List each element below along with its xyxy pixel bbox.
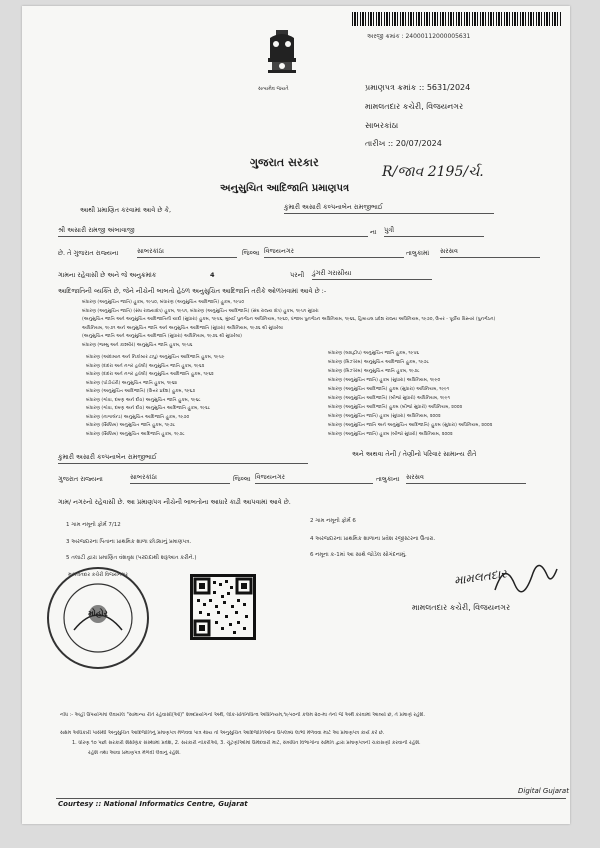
state-text: છે. તે ગુજરાત રાજ્યના bbox=[58, 249, 119, 257]
order-right-item: બંધારણ (મિઝોરમ) અનુસુચિત આદિજાતિ હુકમ, ૧૯૭૮ bbox=[328, 360, 430, 365]
state-text-2: ગુજરાત રાજ્યના bbox=[58, 475, 103, 483]
date-label: તારીખ bbox=[365, 139, 386, 148]
courtesy-text: Courtesy :: National Informatics Centre, Gujarat bbox=[58, 800, 248, 808]
order-top-item: બંધારણ (અનુસુચિત જાતિ) હુકમ, ૧૯૫૦, બંધારણ (અનુસુચિત આદિજાતિ) હુકમ, ૧૯૫૦ bbox=[82, 300, 245, 305]
certificate-number: :: 5631/2024 bbox=[418, 83, 471, 92]
order-right-item: બંધારણ (અનુસુચિત જાતિ) હુકમ (સુધારા) અધિનિયમ, ૧૯૯૦ bbox=[328, 378, 441, 383]
applicant-name-2: કુમારી અસારી કલ્પનાબેન રામજીભાઈ bbox=[58, 453, 308, 464]
jilla-label: જિલ્લા bbox=[242, 249, 260, 257]
taluka-label: તાલુકામાં bbox=[406, 249, 430, 257]
district-value-2: સાબરકાંઠા bbox=[130, 473, 230, 484]
order-left-item: બંધારણ (સિક્કિમ) અનુસુચિત જાતિ હુકમ, ૧૯૭૮ bbox=[86, 423, 176, 428]
handwritten-reference: R/જાવ 2195/ર્ચ. bbox=[382, 164, 484, 180]
order-left-item: બંધારણ (સિક્કિમ) અનુસુચિત આદિજાતિ હુકમ, ૧૯૭૮ bbox=[86, 431, 185, 437]
certify-text: આથી પ્રમાણિત કરવામાં આવે છે કે, bbox=[80, 206, 172, 214]
order-right-item: બંધારણ (અનુસુચિત જાતિ) હુકમ (સુધારા) અધિનિયમ, ૨૦૦૨ bbox=[328, 414, 441, 419]
certificate-number-label: પ્રમાણપત્ર ક્રમાંક bbox=[365, 83, 417, 92]
order-left-item: બંધારણ (અનુસુચિત આદિજાતિ) (ઉત્તર પ્રદેશ) હુકમ, ૧૯૬૭ bbox=[86, 389, 196, 394]
order-top-item: અધિનિયમ, ૧૯૭૧ અને અનુસુચિત જાતિ અને અનુસુચિત આદિજાતિ (સુધારા) અધિનિયમ, ૧૯૭૬ થી સુધારેલા bbox=[82, 325, 283, 331]
jilla-value: વિજયનગર bbox=[264, 247, 404, 258]
order-right-item: બંધારણ (અનુસુચિત જાતિ) હુકમ (બીજો સુધારો) અધિનિયમ, ૨૦૦૨ bbox=[328, 432, 453, 437]
footnote-3: 1. ધોરણ ૧૦ પછી સરકારી શૈક્ષણિક સંસ્થામાં પ્રવેશ, 2. સરકારી નોકરીઓ, 3. ચૂંટણીઓમાં ઉમેદવારી માટે, સંબંધિત વિભાગોના સમિતિ દ્વારા પ્રમાણપત્રની ચકાસણી કરવાની રહેશે. bbox=[72, 740, 421, 746]
office-seal bbox=[44, 564, 152, 672]
relation-label: ના bbox=[370, 228, 377, 236]
village-text: ગામના રહેવાસી છે અને જે અનુક્રમાંક bbox=[58, 271, 157, 279]
footnote-2: સક્ષમ અધિકારી પાસેથી અનુસુચિત આદિજાતિનું પ્રમાણપત્ર મેળવવા પાત્ર થાય તો અનુસુચિત આદિજાતિઓના ઉપલબ્ધ લાભો મેળવવા માટે આ પ્રમાણપત્ર કાર્ય કરે છે. bbox=[60, 730, 385, 736]
government-title: ગુજરાત સરકાર bbox=[250, 156, 319, 169]
office-name: મામલતદાર કચેરી, વિજયનગર bbox=[365, 102, 464, 111]
serial-number: 4 bbox=[210, 271, 215, 279]
certificate-number-row bbox=[365, 83, 470, 93]
barcode bbox=[352, 12, 562, 34]
doc-item-3: 3 અરજદારના પિતાના પ્રાથમિક શાળા છોડ્યાનું પ્રમાણપત્ર. bbox=[66, 539, 192, 545]
order-right-item: બંધારણ (અનુસુચિત આદિજાતિ) હુકમ (સુધારા) અધિનિયમ, ૧૯૯૧ bbox=[328, 387, 450, 392]
taluka-value-2: સરસવ bbox=[406, 473, 526, 484]
doc-item-5: 5 તલાટી દ્વારા પ્રમાણિત વંશવૃક્ષ (પરદાદાથી શરૂઆત કરીને.) bbox=[66, 555, 197, 561]
order-left-item: બંધારણ (દાદરા અને નગર હવેલી) અનુસુચિત આદિજાતિ હુકમ, ૧૯૬૨ bbox=[86, 372, 214, 377]
basis-text: ગામ/ નગરનો રહેવાસી છે. આ પ્રમાણપત્ર નીચેની બાબતોના આધારે કાઢી આપવામાં આવે છે. bbox=[58, 498, 291, 506]
order-top-item: બંધારણ (જમ્મુ અને કાશ્મીર) અનુસુચિત જાતિ હુકમ, ૧૯૫૬ bbox=[82, 342, 193, 348]
signature-scribble bbox=[490, 560, 560, 600]
certificate-page bbox=[22, 6, 570, 824]
footer-bar bbox=[56, 798, 566, 799]
father-name: શ્રી અસારી રામજી અંબાવાજી bbox=[58, 226, 368, 237]
order-top-item: (અનુસુચિત જાતિ અને અનુસુચિત આદિજાતિ (સુધારા) અધિનિયમ, ૧૯૭૬ થી સુધારેલા) bbox=[82, 334, 242, 339]
family-text: અને અથવા તેની / તેણીનો પરિવાર સામાન્ય રીતે bbox=[352, 450, 477, 458]
tribe-name: ડુંગરી ગરાસીયા bbox=[312, 269, 432, 280]
office-district: સાબરકાંઠા bbox=[365, 121, 399, 130]
seal-center: મોહોર bbox=[88, 609, 108, 618]
order-right-item: બંધારણ (અનુસુચિત આદિજાતિ) (બીજો સુધારો) અધિનિયમ, ૧૯૯૧ bbox=[328, 396, 450, 401]
order-left-item: બંધારણ (નાગાલેન્ડ) અનુસુચિત આદિજાતિ હુકમ, ૧૯૭૦ bbox=[86, 414, 190, 420]
emblem-icon bbox=[254, 28, 310, 90]
order-top-item: (અનુસુચિત જાતિ અને અનુસુચિત આદિજાતિની યાદી (સુધારા) હુકમ, ૧૯૫૬, મુંબઈ પુનર્ગઠન અધિનિયમ, ૧૯૬૦, પંજાબ પુનર્ગઠન અધિનિયમ, ૧૯૬૬, હિમાચલ પ્રદેશ રાજ્ય અધિનિયમ, ૧૯૭૦, ઉત્તર - પૂર્વીય વિસ્તાર (પુનર્ગઠન) bbox=[82, 317, 496, 322]
parali-label: પરની bbox=[290, 271, 305, 279]
relation-value: પુત્રી bbox=[384, 226, 484, 237]
order-right-item: બંધારણ (અનુસુચિત જાતિ અને અનુસુચિત આદિજાતિ) હુકમ (સુધારા) અધિનિયમ, ૨૦૦૨ bbox=[328, 423, 493, 428]
order-left-item: બંધારણ (દાદરા અને નગર હવેલી) અનુસુચિત જાતિ હુકમ, ૧૯૬૨ bbox=[86, 363, 205, 369]
order-left-item: બંધારણ (પોંડીચેરી) અનુસુચિત જાતિ હુકમ, ૧૯૬૪ bbox=[86, 380, 178, 386]
identification-text: આદિજાતિની વ્યક્તિ છે, જેને નીચેની બાબતો હેઠળ અનુસુચિત આદિજાતિ તરીકે ઓળખવામાં આવે છે :- bbox=[58, 287, 327, 295]
jilla-value-2: વિજયનગર bbox=[255, 473, 373, 484]
brand-text: Digital Gujarat bbox=[518, 787, 569, 795]
footnote-1: નોંધ :- અહીં ઉપયોગમાં લેવાયેલ "સામાન્ય રીતે રહેવાસી(ઓ)" શબ્દપ્રયોગનો અર્થ, લોક-પ્રતિનિધિત્વ અધિનિયમ,૧૯૫૦ની કલમ ૨૦-મા તેનો જે અર્થ કરવામાં આવ્યો છે, તે પ્રમાણે રહેશે. bbox=[60, 712, 425, 718]
footnote-4: રહેશે તથા આવા પ્રમાણપત્ર મેળવી લેવાનું રહેશે. bbox=[88, 750, 181, 756]
order-left-item: બંધારણ (ગોવા, દમણ અને દીવ) અનુસુચિત જાતિ હુકમ, ૧૯૬૮ bbox=[86, 397, 201, 403]
doc-item-1: 1 ગામ નમૂનો ફોર્મ 7/12 bbox=[66, 522, 121, 528]
order-top-item: બંધારણ (અનુસુચિત જાતિ) (સંઘ રાજ્યક્ષેત્ર) હુકમ, ૧૯૫૧, બંધારણ (અનુસુચિત આદિજાતિ) (સંઘ રાજ્ય ક્ષેત્ર) હુકમ, ૧૯૫૧ સુધારા bbox=[82, 308, 319, 314]
applicant-name: કુમારી અસારી કલ્પનાબેન રામજીભાઈ bbox=[284, 203, 494, 214]
order-left-item: બંધારણ (આંદામાન અને નિકોબાર ટાપુ) અનુસુચિત આદિજાતિ હુકમ, ૧૯૫૯ bbox=[86, 355, 225, 360]
order-right-item: બંધારણ (લક્ષદ્વીપ) અનુસુચિત જાતિ હુકમ, ૧૯૫૬ bbox=[328, 351, 419, 356]
taluka-label-2: તાલુકાના bbox=[376, 475, 400, 483]
doc-item-4: 4 અરજદારના પ્રાથમિક શાળાના પ્રવેશ રજીસ્ટરના ઉતારા. bbox=[310, 536, 436, 542]
qr-code bbox=[190, 574, 256, 640]
date-row bbox=[365, 139, 442, 149]
date-value: :: 20/07/2024 bbox=[387, 139, 442, 148]
doc-item-2: 2 ગામ નમૂનો ફોર્મ 6 bbox=[310, 518, 356, 524]
order-left-item: બંધારણ (ગોવા, દમણ અને દીવ) અનુસુચિત આદિજાતિ હુકમ, ૧૯૬૮ bbox=[86, 406, 211, 411]
jilla-label-2: જિલ્લા bbox=[233, 475, 251, 483]
emblem-caption: સત્યમેવ જયતે bbox=[258, 86, 289, 92]
application-number: અરજી ક્રમાંક : 24000112000005631 bbox=[367, 33, 471, 40]
order-right-item: બંધારણ (મિઝોરમ) અનુસુચિત જાતિ હુકમ, ૧૯૭૮ bbox=[328, 369, 420, 374]
district-value: સાબરકાંઠા bbox=[137, 247, 237, 258]
taluka-value: સરસવ bbox=[440, 247, 540, 258]
certificate-title: અનુસુચિત આદિજાતિ પ્રમાણપત્ર bbox=[220, 183, 350, 194]
barcode-bars bbox=[352, 12, 562, 26]
doc-item-6: 6 નમૂના ક-1માં આ સાથે જોડેલ સોગંદનામું. bbox=[310, 552, 407, 558]
signatory-designation: મામલતદાર કચેરી, વિજયનગર bbox=[412, 603, 511, 612]
order-right-item: બંધારણ (અનુસુચિત આદિજાતિ) હુકમ (બીજો સુધારો) અધિનિયમ, ૨૦૦૨ bbox=[328, 405, 463, 410]
seal-text: મામલતદાર કચેરી વિજયનગર bbox=[68, 572, 128, 578]
signature: મામલતદાર bbox=[453, 566, 508, 588]
